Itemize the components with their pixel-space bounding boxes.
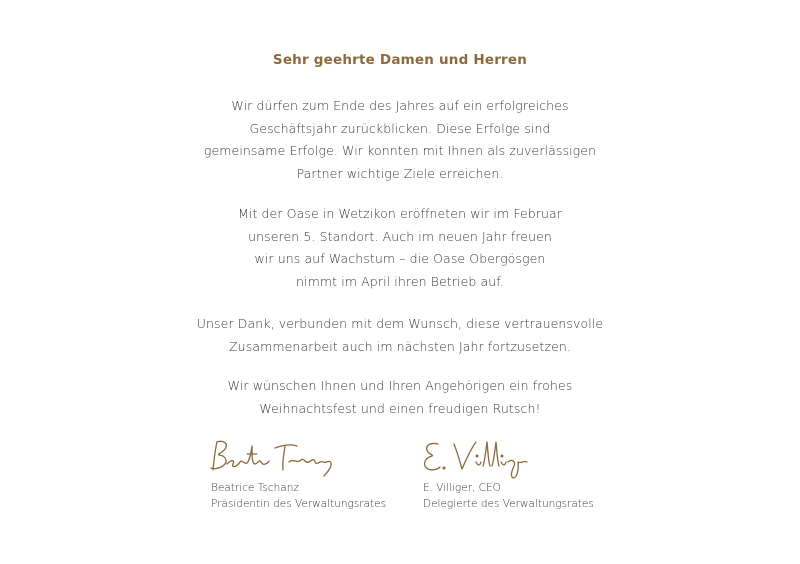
- signatory-role: Präsidentin des Verwaltungsrates: [211, 498, 387, 510]
- paragraph-line: Zusammenarbeit auch im nächsten Jahr fortzusetzen.: [229, 338, 571, 354]
- paragraph-line: nimmt im April ihren Betrieb auf.: [296, 273, 504, 289]
- paragraph-line: Partner wichtige Ziele erreichen.: [296, 165, 504, 181]
- signatory-name: Beatrice Tschanz: [211, 482, 299, 494]
- paragraph-line: Mit der Oase in Wetzikon eröffneten wir im Februar: [237, 206, 563, 221]
- paragraph-wishes: [0, 375, 800, 420]
- paragraph-line: Unser Dank, verbunden mit dem Wunsch, diese vertrauensvolle: [196, 316, 604, 331]
- paragraph-thanks: [0, 313, 800, 358]
- paragraph-locations: [0, 203, 800, 293]
- paragraph-line: wir uns auf Wachstum – die Oase Obergösgen: [254, 251, 546, 266]
- signatory-role: Delegierte des Verwaltungsrates: [423, 498, 594, 510]
- paragraph-line: Wir dürfen zum Ende des Jahres auf ein erfolgreiches: [231, 98, 569, 113]
- paragraph-line: gemeinsame Erfolge. Wir konnten mit Ihnen als zuverlässigen: [203, 143, 597, 158]
- paragraph-line: Wir wünschen Ihnen und Ihren Angehörigen ein frohes: [227, 378, 573, 393]
- handwritten-signature-graphic: [205, 432, 340, 482]
- paragraph-line: Geschäftsjahr zurückblicken. Diese Erfolge sind: [249, 120, 551, 136]
- signatory-left: [211, 480, 386, 512]
- salutation: Sehr geehrte Damen und Herren: [272, 52, 528, 68]
- handwritten-signature-graphic: [418, 432, 533, 482]
- signatory-right: [423, 480, 594, 512]
- signature-e-villiger: [418, 432, 533, 482]
- paragraph-line: Weihnachtsfest und einen freudigen Rutsch!: [259, 400, 541, 416]
- paragraph-year-review: [0, 95, 800, 185]
- signature-beatrice-tschanz: [205, 432, 340, 482]
- paragraph-line: unseren 5. Standort. Auch im neuen Jahr freuen: [248, 228, 552, 244]
- signatory-name: E. Villiger, CEO: [423, 482, 501, 494]
